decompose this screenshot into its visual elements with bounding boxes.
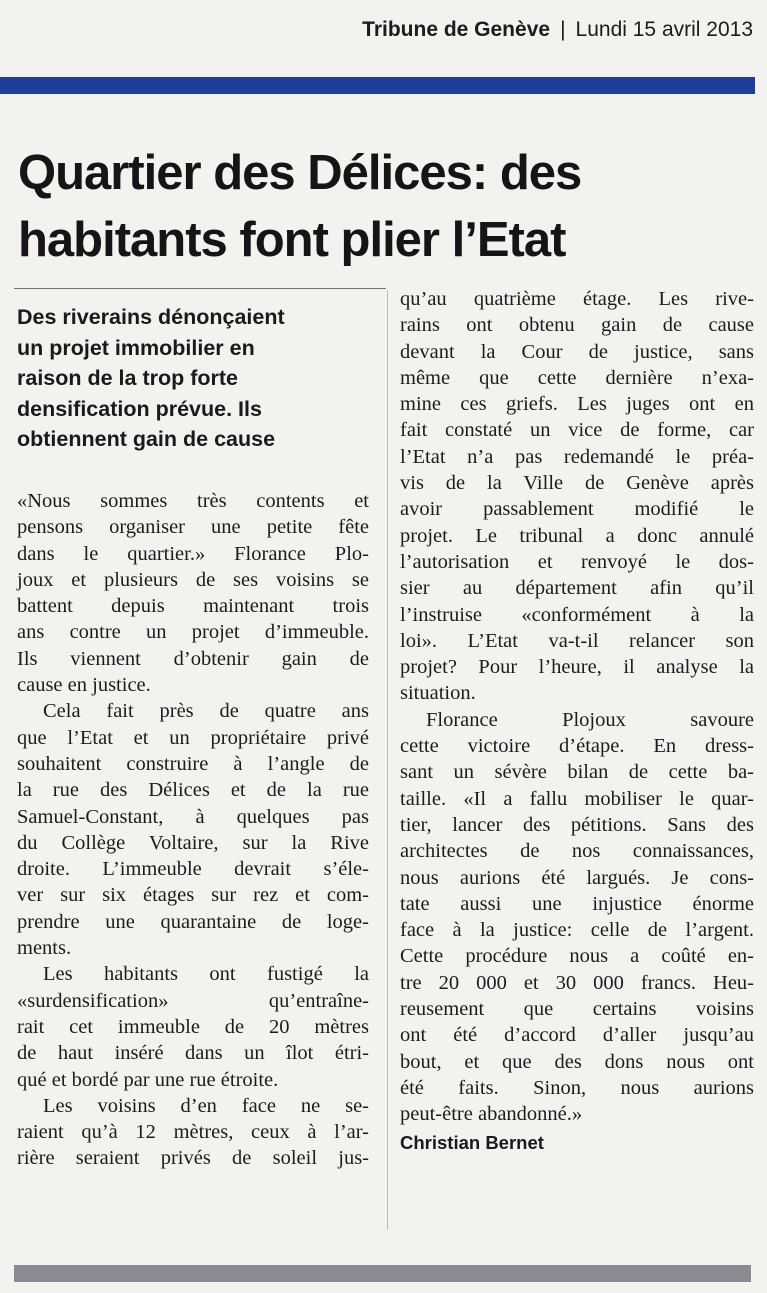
- body-text-line: rait cet immeuble de 20 mètres: [17, 1015, 369, 1038]
- headline-line: habitants font plier l’Etat: [18, 213, 566, 267]
- body-text-line: bout, et que des dons nous ont: [400, 1050, 754, 1073]
- body-text-line: architectes de nos connaissances,: [400, 840, 754, 863]
- masthead-separator: |: [560, 18, 566, 41]
- body-text-line: Les voisins d’en face ne se-: [43, 1094, 369, 1117]
- body-text-line: sant un sévère bilan de cette ba-: [400, 761, 754, 784]
- body-text-line: nous aurions été largués. Je cons-: [400, 866, 754, 889]
- body-text-line: Samuel-Constant, à quelques pas: [17, 805, 369, 828]
- body-text-line: vis de la Ville de Genève après: [400, 472, 754, 495]
- body-text-line: tier, lancer des pétitions. Sans des: [400, 813, 754, 836]
- body-text-line: Florance Plojoux savoure: [426, 708, 754, 731]
- body-text-line: droite. L’immeuble devrait s’éle-: [17, 858, 369, 881]
- body-text-line: devant la Cour de justice, sans: [400, 340, 754, 363]
- body-text-line: fait constaté un vice de forme, car: [400, 419, 754, 442]
- body-text-line: tre 20 000 et 30 000 francs. Heu-: [400, 971, 754, 994]
- body-text-line: l’autorisation et renvoyé le dos-: [400, 550, 754, 573]
- body-text-line: projet. Le tribunal a donc annulé: [400, 524, 754, 547]
- lead-line: Des riverains dénonçaient: [17, 305, 285, 329]
- body-text-line: reusement que certains voisins: [400, 998, 754, 1021]
- body-text-line: peut-être abandonné.»: [400, 1103, 583, 1126]
- masthead: [362, 18, 753, 42]
- body-text-line: sier au département afin qu’il: [400, 577, 754, 600]
- lead-paragraph: [17, 302, 387, 455]
- body-text-line: situation.: [400, 682, 476, 705]
- body-text-line: rains ont obtenu gain de cause: [400, 314, 754, 337]
- body-text-line: l’instruise «conformément à la: [400, 603, 754, 626]
- body-text-line: qué et bordé par une rue étroite.: [17, 1068, 279, 1091]
- body-text-line: été faits. Sinon, nous aurions: [400, 1076, 754, 1099]
- lead-line: un projet immobilier en: [17, 335, 255, 360]
- body-text-line: ments.: [17, 937, 72, 960]
- body-text-line: taille. «Il a fallu mobiliser le quar-: [400, 787, 754, 810]
- body-text-line: cette victoire d’étape. En dress-: [400, 735, 754, 758]
- body-text-line: que l’Etat et un propriétaire privé: [17, 726, 369, 749]
- body-text-line: face à la justice: celle de l’argent.: [400, 919, 754, 942]
- column-divider: [387, 290, 388, 1230]
- body-text-line: battent depuis maintenant trois: [17, 595, 369, 618]
- body-text-line: loi». L’Etat va-t-il relancer son: [400, 629, 754, 652]
- lead-line: raison de la trop forte: [17, 366, 239, 390]
- body-text-line: pensons organiser une petite fête: [17, 516, 369, 539]
- body-text-line: Les habitants ont fustigé la: [43, 963, 369, 986]
- headline-line: Quartier des Délices: des: [18, 146, 582, 200]
- publication-date: Lundi 15 avril 2013: [575, 18, 753, 41]
- body-text-line: Cela fait près de quatre ans: [43, 700, 369, 723]
- body-text-line: dans le quartier.» Florance Plo-: [17, 542, 369, 565]
- bottom-color-bar: [14, 1265, 751, 1282]
- lead-line: obtiennent gain de cause: [17, 427, 276, 451]
- body-text-line: tate aussi une injustice énorme: [400, 892, 754, 915]
- body-text-line: projet? Pour l’heure, il analyse la: [400, 656, 754, 679]
- body-column-left: [17, 488, 369, 1172]
- body-text-line: raient qu’à 12 mètres, ceux à l’ar-: [17, 1121, 369, 1144]
- body-text-line: «Nous sommes très contents et: [17, 490, 369, 512]
- body-text-line: qu’au quatrième étage. Les rive-: [400, 288, 754, 310]
- author-byline: Christian Bernet: [400, 1131, 544, 1153]
- body-text-line: Cette procédure nous a coûté en-: [400, 945, 754, 968]
- body-column-right-text: [400, 286, 754, 1128]
- body-text-line: rière seraient privés de soleil jus-: [17, 1147, 369, 1170]
- body-text-line: prendre une quarantaine de loge-: [17, 910, 369, 933]
- body-text-line: ont été d’accord d’aller jusqu’au: [400, 1024, 754, 1047]
- body-text-line: souhaitent construire à l’angle de: [17, 752, 369, 775]
- body-text-line: Ils viennent d’obtenir gain de: [17, 647, 369, 670]
- body-text-line: du Collège Voltaire, sur la Rive: [17, 831, 369, 854]
- top-color-bar: [0, 77, 755, 94]
- lead-top-rule: [14, 288, 386, 289]
- body-text-line: joux et plusieurs de ses voisins se: [17, 568, 369, 591]
- body-text-line: de haut inséré dans un îlot étri-: [17, 1042, 369, 1065]
- newspaper-name: Tribune de Genève: [362, 18, 551, 41]
- body-column-right: [400, 286, 754, 1158]
- body-text-line: mine ces griefs. Les juges ont en: [400, 393, 754, 416]
- lead-line: densification prévue. Ils: [17, 396, 262, 421]
- body-text-line: la rue des Délices et de la rue: [17, 779, 369, 802]
- body-text-line: ans contre un projet d’immeuble.: [17, 621, 369, 644]
- body-text-line: même que cette dernière n’exa-: [400, 366, 754, 389]
- body-text-line: «surdensification» qu’entraîne-: [17, 989, 369, 1012]
- body-text-line: l’Etat n’a pas redemandé le préa-: [400, 445, 754, 468]
- body-text-line: avoir passablement modifié le: [400, 498, 754, 521]
- body-text-line: cause en justice.: [17, 674, 151, 697]
- body-text-line: ver sur six étages sur rez et com-: [17, 884, 369, 907]
- headline: [18, 140, 763, 274]
